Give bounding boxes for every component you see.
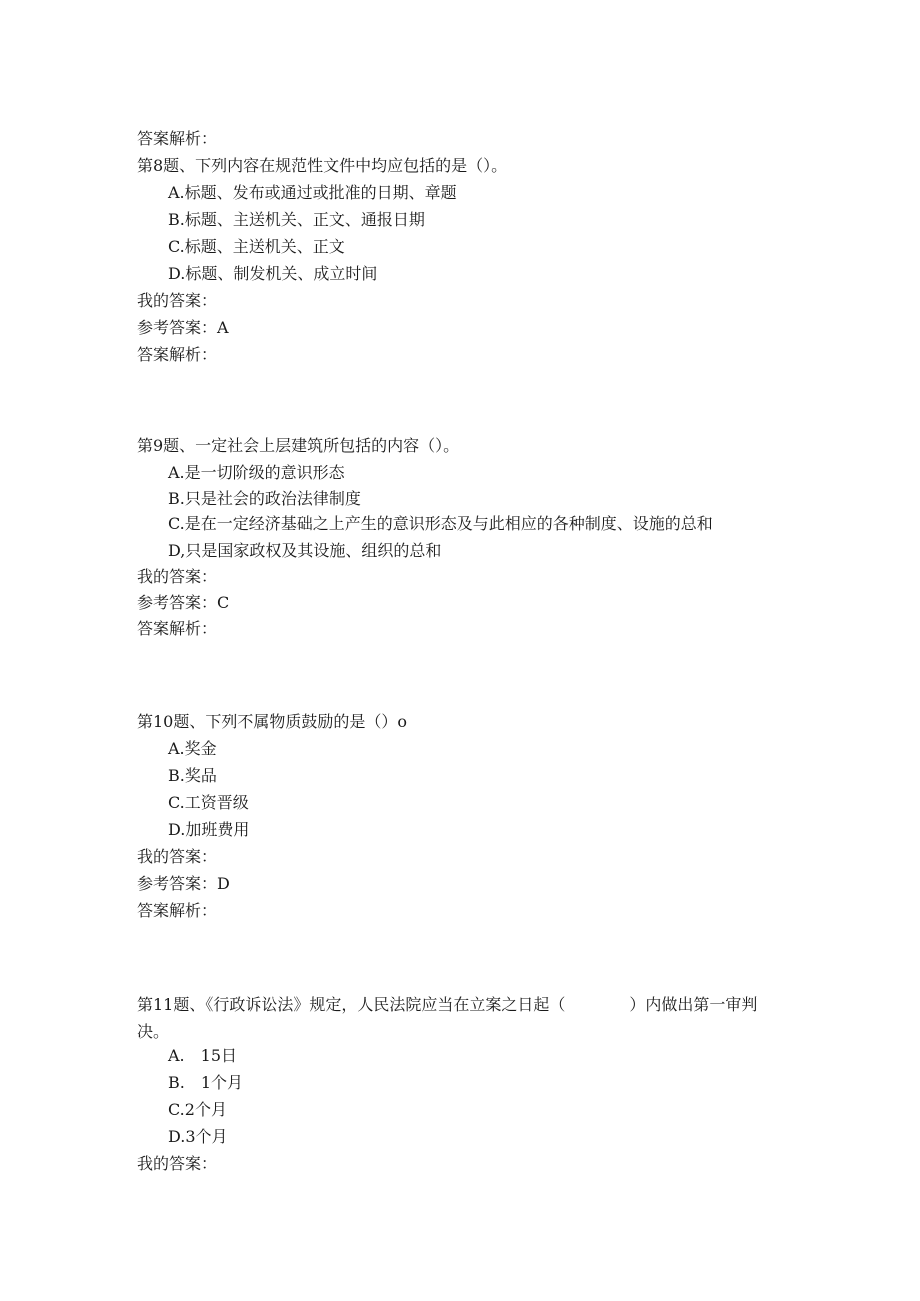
question-11-my-answer: 我的答案： [137, 1154, 218, 1173]
question-11-title: 第11题、《行政诉讼法》规定，人民法院应当在立案之日起（ ）内做出第一审判决。 [137, 995, 758, 1041]
question-9-option-a: A.是一切阶级的意识形态 [168, 463, 345, 482]
question-11-option-c: C.2个月 [168, 1100, 227, 1119]
question-10-option-c: C.工资晋级 [168, 793, 249, 812]
question-9-title: 第9题、一定社会上层建筑所包括的内容（）。 [137, 436, 460, 455]
question-8-option-a: A.标题、发布或通过或批准的日期、章题 [168, 183, 457, 202]
question-10-title: 第10题、下列不属物质鼓励的是（）o [137, 712, 407, 731]
question-9-reference-answer: 参考答案：C [137, 593, 230, 612]
question-8-analysis: 答案解析： [137, 345, 218, 364]
question-8-option-c: C.标题、主送机关、正文 [168, 237, 345, 256]
question-11-option-b: B. 1个月 [168, 1073, 244, 1092]
question-8-reference-answer: 参考答案：A [137, 318, 229, 337]
question-8-my-answer: 我的答案： [137, 291, 218, 310]
question-10-my-answer: 我的答案： [137, 847, 218, 866]
question-9-analysis: 答案解析： [137, 619, 218, 638]
question-8-title: 第8题、下列内容在规范性文件中均应包括的是（）。 [137, 156, 508, 175]
question-10-reference-answer: 参考答案：D [137, 874, 230, 893]
question-10-option-d: D.加班费用 [168, 820, 250, 839]
prev-answer-analysis: 答案解析： [137, 129, 218, 148]
question-10-analysis: 答案解析： [137, 901, 218, 920]
question-10-option-b: B.奖品 [168, 766, 217, 785]
question-9-my-answer: 我的答案： [137, 567, 218, 586]
question-9-option-d: D,只是国家政权及其设施、组织的总和 [168, 541, 442, 560]
question-11-option-a: A. 15日 [168, 1046, 238, 1065]
question-8-option-d: D.标题、制发机关、成立时间 [168, 264, 378, 283]
question-9-option-b: B.只是社会的政治法律制度 [168, 489, 361, 508]
question-8-option-b: B.标题、主送机关、正文、通报日期 [168, 210, 425, 229]
question-11-option-d: D.3个月 [168, 1127, 228, 1146]
question-9-option-c: C.是在一定经济基础之上产生的意识形态及与此相应的各种制度、设施的总和 [168, 514, 713, 533]
question-10-option-a: A.奖金 [168, 739, 217, 758]
